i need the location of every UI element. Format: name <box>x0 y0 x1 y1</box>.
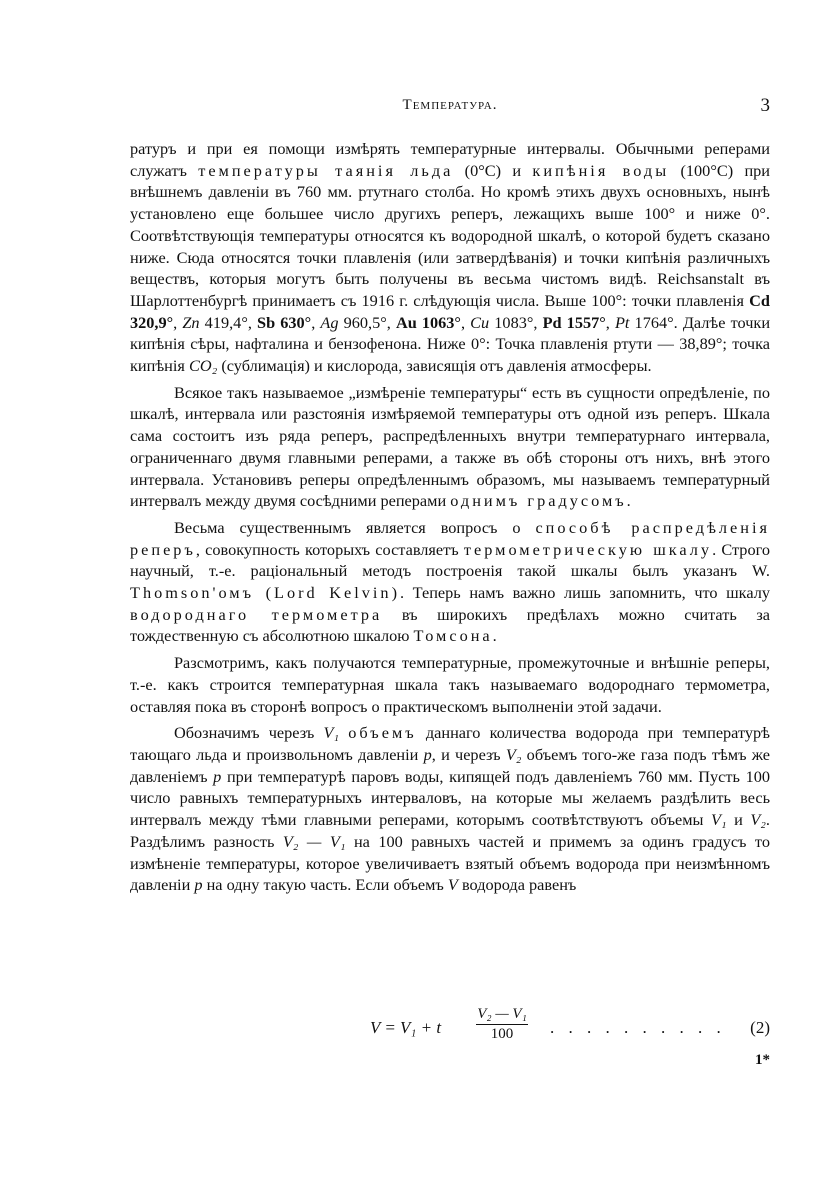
text-run: Pd 1557° <box>542 312 606 332</box>
text-run: . Раздѣлимъ разность <box>130 810 770 851</box>
text-run: Sb 630° <box>257 312 312 332</box>
text-run: ратуръ и при ея помощи измѣрять температурные интервалы. Обычными реперами служатъ <box>130 139 770 180</box>
text-run: V₂ <box>505 744 522 764</box>
fraction-denominator: 100 <box>490 1026 514 1042</box>
page-header <box>130 97 770 121</box>
text-run: p <box>213 766 222 786</box>
text-run: Pt <box>614 312 630 332</box>
text-run: V₂ <box>750 810 766 830</box>
text-run: въ широкихъ предѣлахъ можно считать за тождественную съ абсолютною шкалою <box>130 604 770 646</box>
paragraph <box>130 382 770 512</box>
text-run: температуры таянія льда <box>198 160 454 180</box>
text-run: . <box>492 626 497 646</box>
text-run: Обозначимъ черезъ <box>174 723 324 743</box>
text-run: объемъ того-же газа подъ тѣмъ же давленіемъ <box>130 744 771 786</box>
text-run: , и черезъ <box>431 744 506 764</box>
fraction-numerator: V₂ — V₁ <box>476 1006 528 1025</box>
page-number: 3 <box>760 95 770 116</box>
running-head: Температура. <box>402 97 498 113</box>
text-run: CO₂ <box>188 356 218 376</box>
text-run: (сублимація) и кислорода, зависящія отъ давленія атмосферы. <box>217 356 652 376</box>
text-run: водороднаго термометра <box>130 604 383 624</box>
text-run: , <box>460 312 471 332</box>
text-run: однимъ градусомъ <box>450 491 627 511</box>
text-run: , <box>173 312 183 332</box>
text-run: Thomson'омъ (Lord Kelvin) <box>130 583 400 603</box>
text-run: 1083°, <box>489 312 543 332</box>
text-run: Ag <box>320 312 339 332</box>
text-run: 1764°. Далѣе точки кипѣнія сѣры, нафталина и бензофенона. Ниже 0°: Точка плавленія ртути — 38,89°; точка кипѣнія <box>130 312 771 376</box>
text-run: на одну такую часть. Если объемъ <box>202 875 448 895</box>
text-run: Au 1063° <box>395 312 461 332</box>
text-run: Всякое такъ называемое „измѣреніе температуры“ есть въ сущности опредѣленіе, по шкалѣ, интервала или разстоянія измѣряемой температуры отъ одной изъ реперъ. Шкала сама состоитъ изъ ряда реперъ, распредѣленныхъ внутри температурнаго интервала, ограниченнаго двумя главными реперами, а также въ обѣ стороны отъ нихъ, внѣ этого интервала. Установивъ реперы опредѣленнымъ образомъ, мы называемъ температурный интервалъ между двумя сосѣдними реперами <box>130 382 770 511</box>
text-run: Томсона <box>413 626 493 646</box>
text-run: , <box>605 312 615 332</box>
text-run: (0°C) и <box>453 160 533 180</box>
equation-fraction <box>476 1006 528 1043</box>
equation-left-side: V = V₁ + t <box>370 1018 442 1037</box>
text-run: V₁ <box>710 810 727 830</box>
text-run: , совокупность которыхъ составляетъ <box>195 539 464 559</box>
text-run: даннаго количества водорода при температурѣ тающаго льда и произвольномъ давленіи <box>130 723 771 764</box>
text-run: V <box>447 875 458 895</box>
text-run: . Строго научный, т.-е. раціональный методъ построенія такой шкалы былъ указанъ W. <box>130 539 770 581</box>
text-run: . Теперь намъ важно лишь запомнить, что шкалу <box>400 583 770 603</box>
equation-leader-dots: . . . . . . . . . . <box>550 1018 726 1037</box>
text-run: водорода равенъ <box>457 875 577 895</box>
text-run: 960,5°, <box>338 312 396 332</box>
text-run: при температурѣ паровъ воды, кипящей подъ давленіемъ 760 мм. Пусть 100 число равныхъ температурныхъ интерваловъ, на которые мы желаемъ раздѣлить весь интервалъ между тѣми главными реперами, которымъ соотвѣтствуютъ объемы <box>130 766 771 830</box>
text-run: p <box>423 744 432 764</box>
signature-mark: 1* <box>755 1052 770 1068</box>
text-run <box>339 723 348 742</box>
equation-number: (2) <box>750 1018 770 1037</box>
text-run: 419,4°, <box>199 312 258 332</box>
text-run: и <box>726 810 751 830</box>
paragraph <box>130 722 770 896</box>
paragraph <box>130 517 770 647</box>
text-run: Разсмотримъ, какъ получаются температурные, промежуточные и внѣшніе реперы, т.-е. какъ строится температурная шкала такъ называемаго водороднаго термометра, оставляя пока въ сторонѣ вопросъ о практическомъ выполненіи этой задачи. <box>130 653 770 716</box>
text-run: V₁ <box>323 723 340 743</box>
text-run: термометрическую шкалу <box>463 539 713 559</box>
paragraph <box>130 652 770 717</box>
text-run: . <box>626 491 631 511</box>
text-run: , <box>311 312 321 332</box>
text-run: объемъ <box>348 723 417 743</box>
text-run: V₂ — V₁ <box>282 831 346 851</box>
body-text <box>130 138 770 901</box>
text-run: Cu <box>470 312 490 332</box>
text-run: Zn <box>182 312 200 332</box>
text-run: на 100 равныхъ частей и примемъ за одинъ градусъ то измѣненіе температуры, которое увеличиваетъ взятый объемъ водорода при неизмѣнномъ давленіи <box>130 831 770 895</box>
equation-2 <box>130 1006 770 1052</box>
text-run: Весьма существеннымъ является вопросъ о <box>174 517 536 537</box>
paragraph <box>130 138 770 377</box>
text-run: Cd 320,9° <box>130 290 770 332</box>
text-run: кипѣнія воды <box>532 160 670 180</box>
text-run: способѣ распредѣленія реперъ <box>130 517 770 559</box>
text-run: p <box>194 875 203 895</box>
text-run: (100°C) при внѣшнемъ давленіи въ 760 мм. ртутнаго столба. Но кромѣ этихъ двухъ основныхъ, нынѣ установлено еще большее число другихъ реперъ, лежащихъ выше 100° и ниже 0°. Соотвѣтствующія температуры относятся къ водородной шкалѣ, о которой будетъ сказано ниже. Сюда относятся точки плавленія (или затвердѣванія) и точки кипѣнія различныхъ веществъ, которыя могутъ быть получены въ весьма чистомъ видѣ. Reichsanstalt въ Шарлоттенбургѣ принимаетъ съ 1916 г. слѣдующія числа. Выше 100°: точки плавленія <box>130 160 771 310</box>
